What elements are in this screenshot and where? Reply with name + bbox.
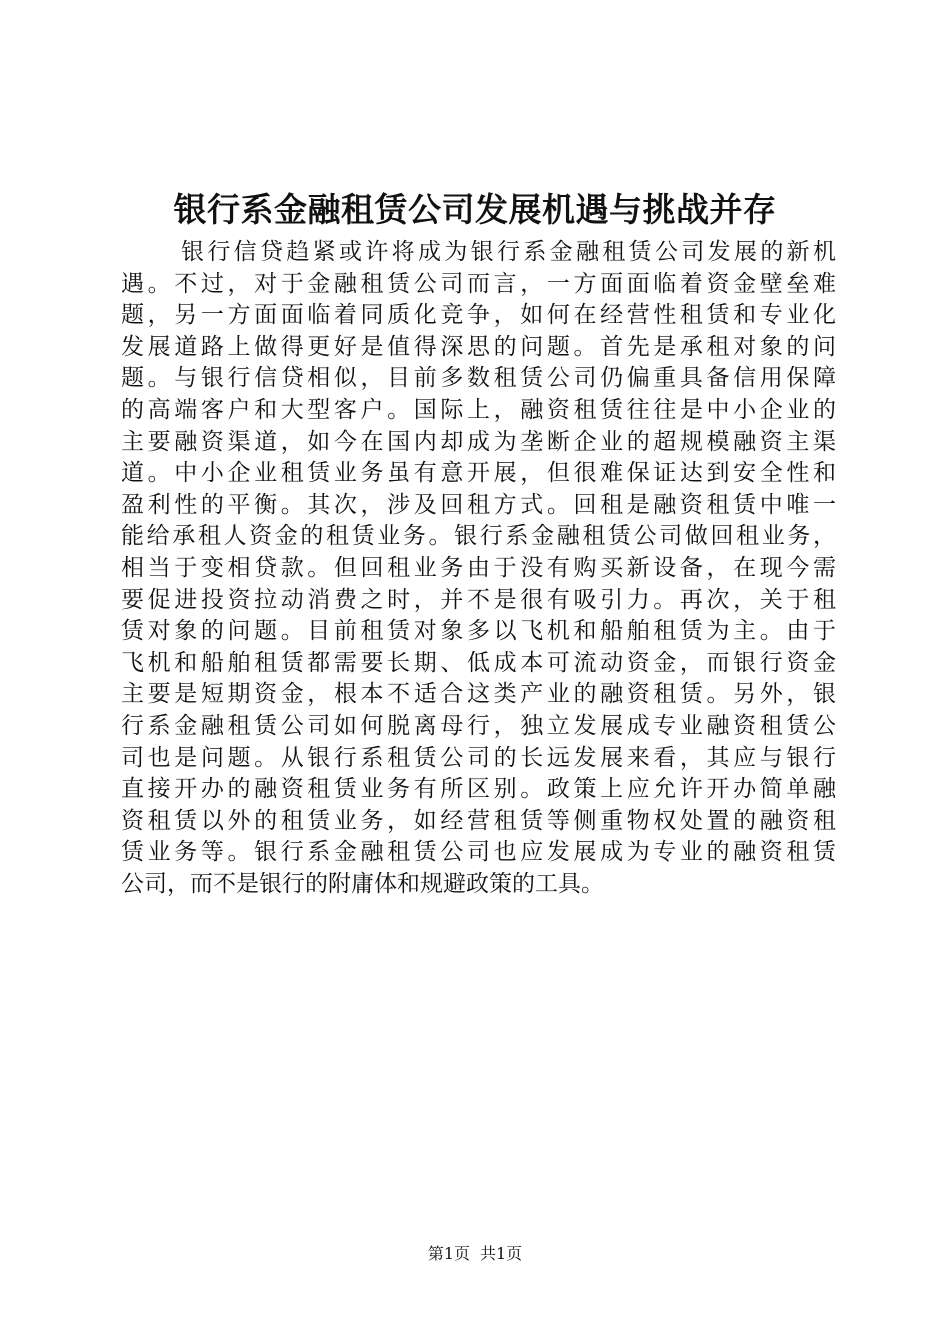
paragraph-line: 行系金融租赁公司如何脱离母行，独立发展成专业融资租赁公 (121, 712, 836, 739)
paragraph-line: 盈利性的平衡。其次，涉及回租方式。回租是融资租赁中唯一 (121, 491, 836, 518)
page-total: 共1页 (480, 1244, 523, 1263)
paragraph-line: 银行信贷趋紧或许将成为银行系金融租赁公司发展的新机 (181, 239, 836, 265)
paragraph-line: 题。与银行信贷相似，目前多数租赁公司仍偏重具备信用保障 (121, 365, 836, 392)
paragraph-line: 的高端客户和大型客户。国际上，融资租赁往往是中小企业的 (121, 396, 836, 423)
paragraph-line: 要促进投资拉动消费之时，并不是很有吸引力。再次，关于租 (121, 586, 836, 613)
paragraph-line: 赁对象的问题。目前租赁对象多以飞机和船舶租赁为主。由于 (121, 618, 836, 645)
paragraph-line: 能给承租人资金的租赁业务。银行系金融租赁公司做回租业务， (121, 523, 836, 550)
paragraph-line: 公司，而不是银行的附庸体和规避政策的工具。 (121, 870, 604, 897)
page-footer (0, 1243, 950, 1265)
paragraph-line: 主要是短期资金，根本不适合这类产业的融资租赁。另外，银 (121, 681, 836, 708)
paragraph-line: 飞机和船舶租赁都需要长期、低成本可流动资金，而银行资金 (121, 649, 836, 676)
paragraph-line: 司也是问题。从银行系租赁公司的长远发展来看，其应与银行 (121, 744, 836, 771)
page-number: 第1页 (427, 1244, 470, 1263)
paragraph-line: 主要融资渠道，如今在国内却成为垄断企业的超规模融资主渠 (121, 428, 836, 455)
paragraph-line: 遇。不过，对于金融租赁公司而言，一方面面临着资金壁垒难 (121, 270, 836, 297)
page-title: 银行系金融租赁公司发展机遇与挑战并存 (173, 190, 777, 229)
paragraph-line: 题，另一方面面临着同质化竞争，如何在经营性租赁和专业化 (121, 302, 836, 329)
paragraph-line: 资租赁以外的租赁业务，如经营租赁等侧重物权处置的融资租 (121, 807, 836, 834)
paragraph-line: 发展道路上做得更好是值得深思的问题。首先是承租对象的问 (121, 333, 836, 360)
paragraph-line: 相当于变相贷款。但回租业务由于没有购买新设备，在现今需 (121, 554, 836, 581)
paragraph-line: 赁业务等。银行系金融租赁公司也应发展成为专业的融资租赁 (121, 839, 836, 866)
paragraph-line: 直接开办的融资租赁业务有所区别。政策上应允许开办简单融 (121, 776, 836, 803)
document-body (121, 237, 836, 900)
paragraph-line: 道。中小企业租赁业务虽有意开展，但很难保证达到安全性和 (121, 460, 836, 487)
